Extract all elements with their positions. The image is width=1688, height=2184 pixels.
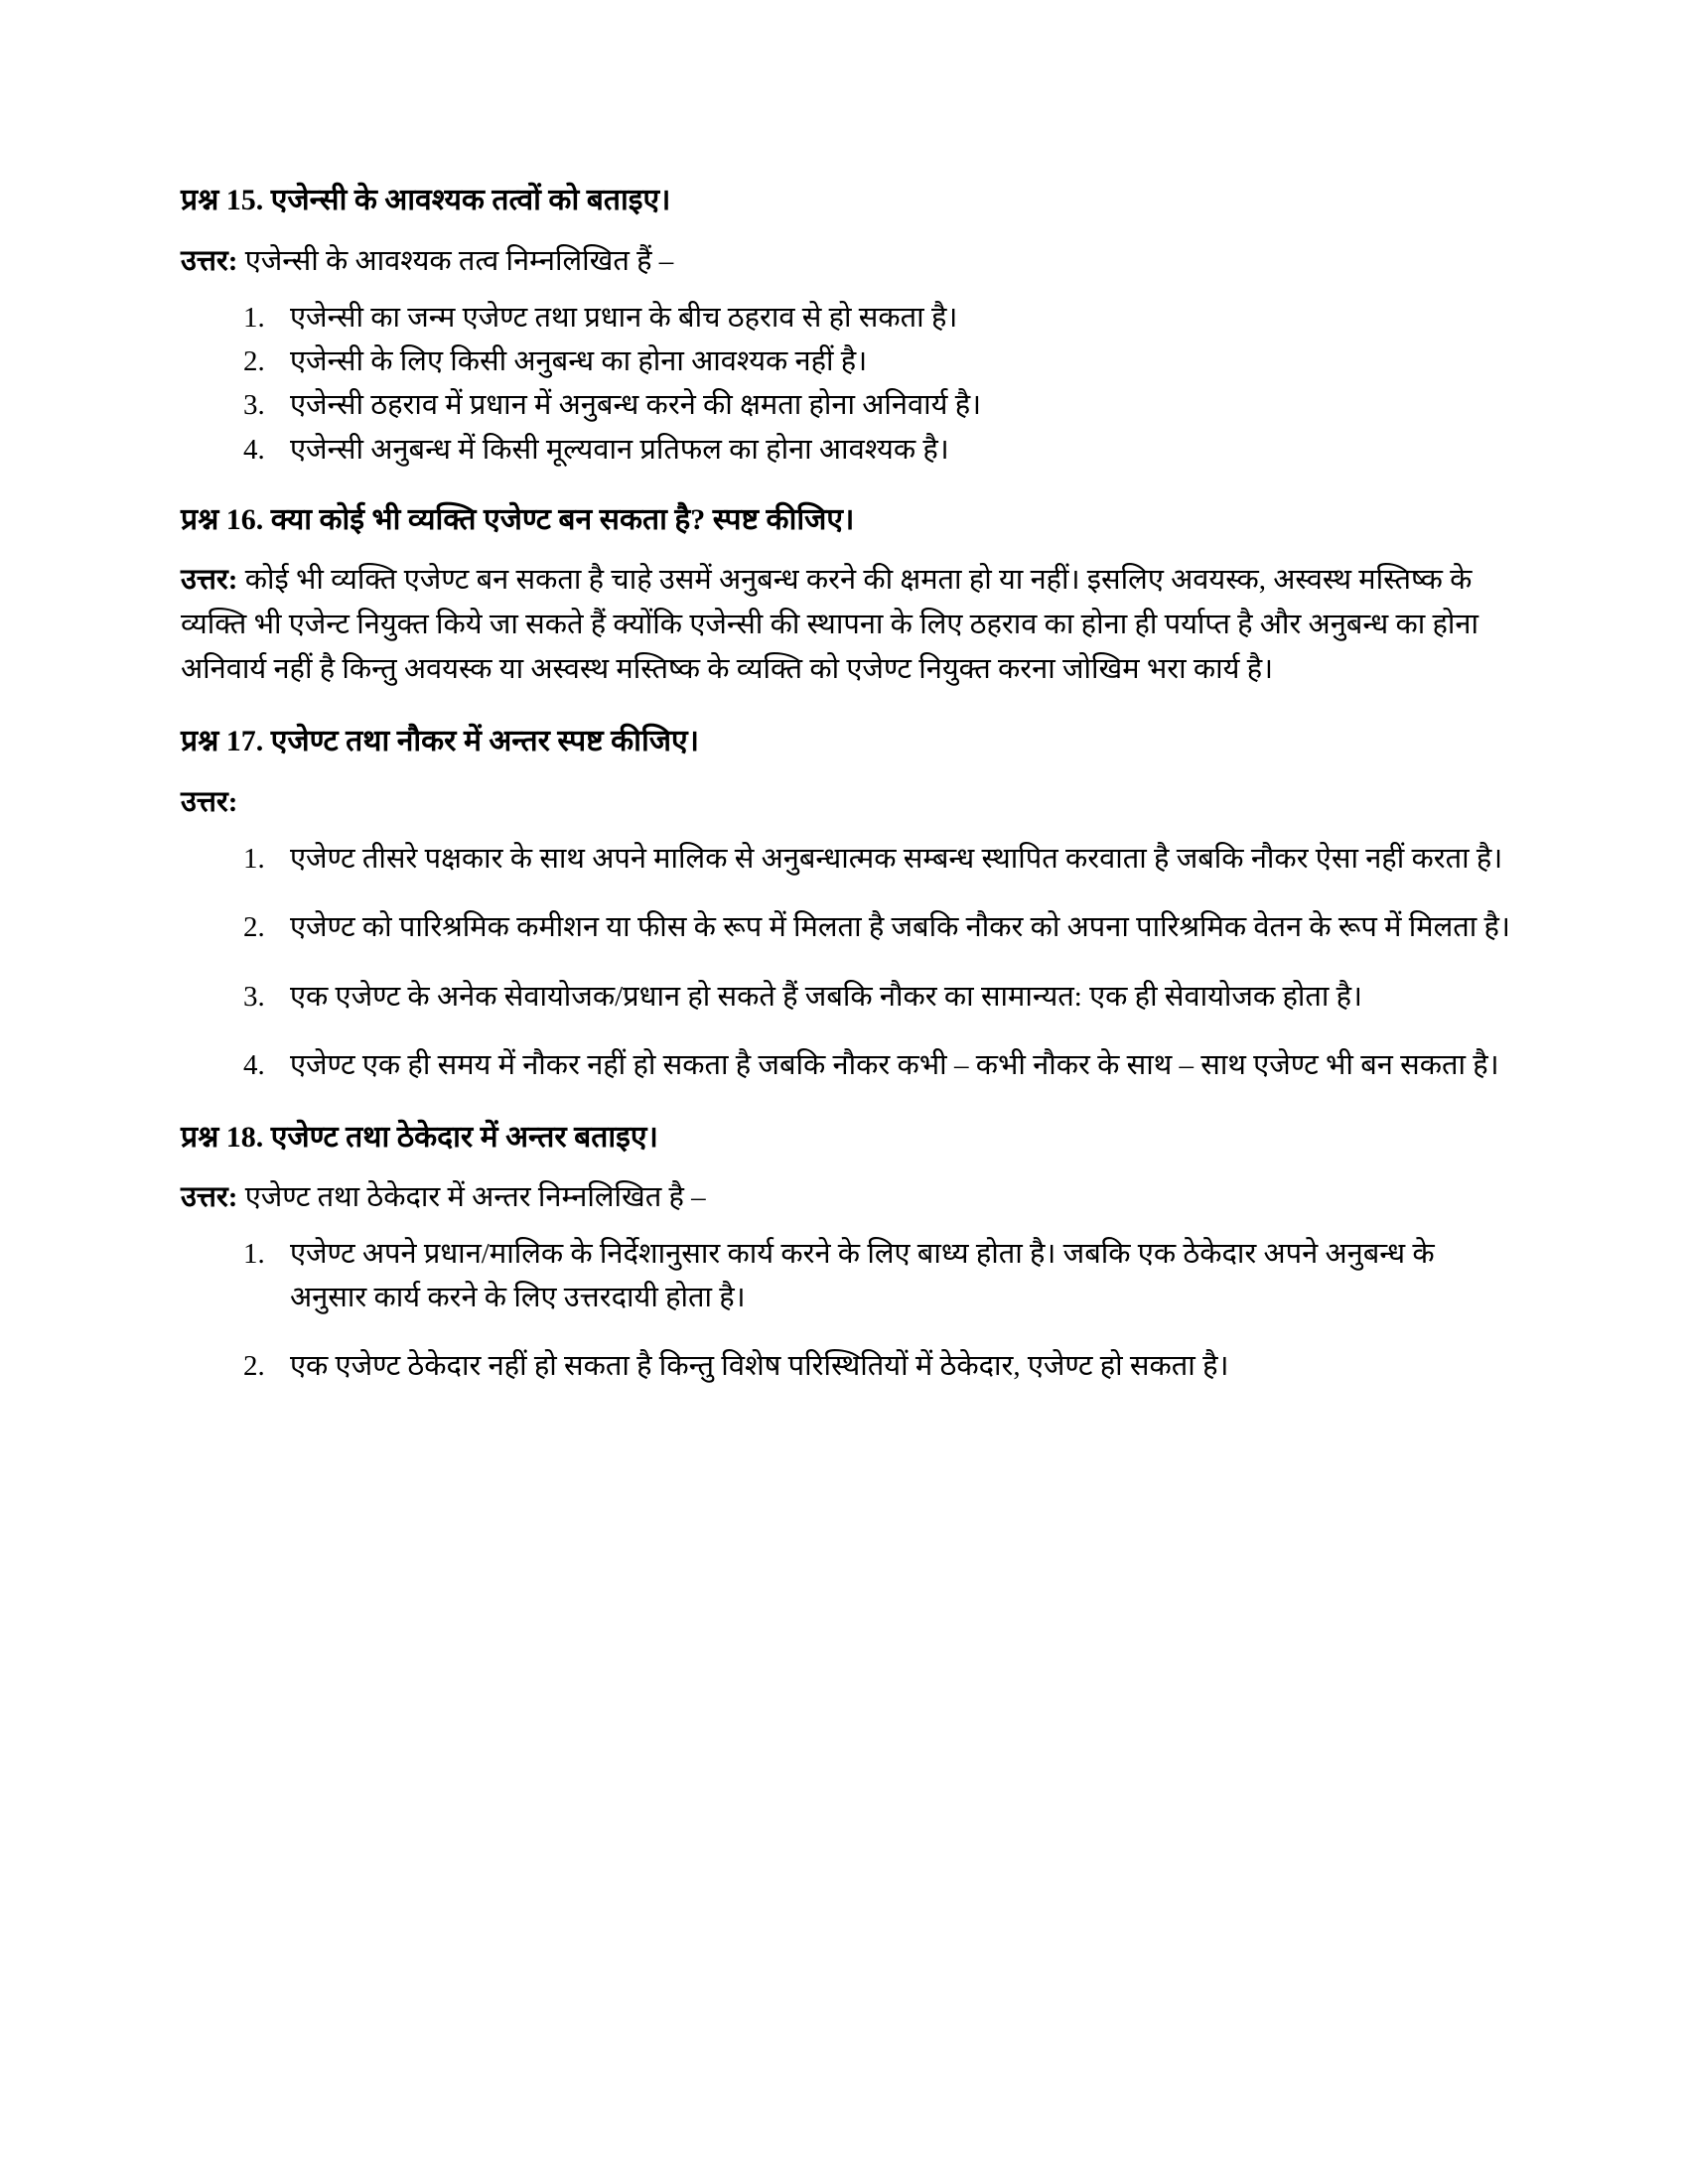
list-item: 1. एजेन्सी का जन्म एजेण्ट तथा प्रधान के बीच ठहराव से हो सकता है।	[272, 297, 1514, 339]
list-item: 3. एक एजेण्ट के अनेक सेवायोजक/प्रधान हो सकते हैं जबकि नौकर का सामान्यत: एक ही सेवायोजक होता है।	[272, 976, 1514, 1020]
list-item: 4. एजेन्सी अनुबन्ध में किसी मूल्यवान प्रतिफल का होना आवश्यक है।	[272, 429, 1514, 471]
question-heading-16: प्रश्न 16. क्या कोई भी व्यक्ति एजेण्ट बन सकता है? स्पष्ट कीजिए।	[181, 502, 855, 536]
answer-label-18: उत्तर:	[181, 1181, 238, 1214]
answer-list-17	[181, 838, 1514, 1088]
question-heading-17: प्रश्न 17. एजेण्ट तथा नौकर में अन्तर स्पष्ट कीजिए।	[181, 725, 699, 758]
answer-intro-18	[181, 1175, 1514, 1219]
answer-list-15	[181, 297, 1514, 471]
question-section-16	[181, 500, 1514, 692]
answer-intro-15	[181, 239, 1514, 283]
list-item: 1. एजेण्ट अपने प्रधान/मालिक के निर्देशानुसार कार्य करने के लिए बाध्य होता है। जबकि एक ठेकेदार अपने अनुबन्ध के अनुसार कार्य करने के लिए उत्तरदायी होता है।	[272, 1233, 1514, 1319]
list-item: 3. एजेन्सी ठहराव में प्रधान में अनुबन्ध करने की क्षमता होना अनिवार्य है।	[272, 384, 1514, 426]
list-item: 2. एक एजेण्ट ठेकेदार नहीं हो सकता है किन्तु विशेष परिस्थितियों में ठेकेदार, एजेण्ट हो सकता है।	[272, 1345, 1514, 1389]
answer-intro-17	[181, 780, 1514, 824]
answer-body-16	[181, 558, 1514, 692]
question-heading-18: प्रश्न 18. एजेण्ट तथा ठेकेदार में अन्तर बताइए।	[181, 1120, 658, 1154]
answer-intro-text-18: एजेण्ट तथा ठेकेदार में अन्तर निम्नलिखित है –	[237, 1181, 706, 1214]
question-section-18	[181, 1118, 1514, 1389]
answer-list-18	[181, 1233, 1514, 1389]
answer-intro-text-15: एजेन्सी के आवश्यक तत्व निम्नलिखित हैं –	[237, 244, 674, 277]
list-item: 4. एजेण्ट एक ही समय में नौकर नहीं हो सकता है जबकि नौकर कभी – कभी नौकर के साथ – साथ एजेण्ट भी बन सकता है।	[272, 1044, 1514, 1088]
answer-label-17: उत्तर:	[181, 785, 238, 818]
answer-body-text-16: कोई भी व्यक्ति एजेण्ट बन सकता है चाहे उसमें अनुबन्ध करने की क्षमता हो या नहीं। इसलिए अवयस्क, अस्वस्थ मस्तिष्क के व्यक्ति भी एजेन्ट नियुक्त किये जा सकते हैं क्योंकि एजेन्सी की स्थापना के लिए ठहराव का होना ही पर्याप्त है और अनुबन्ध का होना अनिवार्य नहीं है किन्तु अवयस्क या अस्वस्थ मस्तिष्क के व्यक्ति को एजेण्ट नियुक्त करना जोखिम भरा कार्य है।	[181, 564, 1479, 686]
question-section-17	[181, 722, 1514, 1088]
list-item: 2. एजेन्सी के लिए किसी अनुबन्ध का होना आवश्यक नहीं है।	[272, 341, 1514, 382]
question-section-15	[181, 181, 1514, 471]
list-item: 1. एजेण्ट तीसरे पक्षकार के साथ अपने मालिक से अनुबन्धात्मक सम्बन्ध स्थापित करवाता है जबकि नौकर ऐसा नहीं करता है।	[272, 838, 1514, 882]
question-heading-15: प्रश्न 15. एजेन्सी के आवश्यक तत्वों को बताइए।	[181, 184, 671, 216]
answer-label-15: उत्तर:	[181, 244, 238, 277]
list-item: 2. एजेण्ट को पारिश्रमिक कमीशन या फीस के रूप में मिलता है जबकि नौकर को अपना पारिश्रमिक वेतन के रूप में मिलता है।	[272, 906, 1514, 950]
answer-label-16: उत्तर:	[181, 564, 238, 597]
